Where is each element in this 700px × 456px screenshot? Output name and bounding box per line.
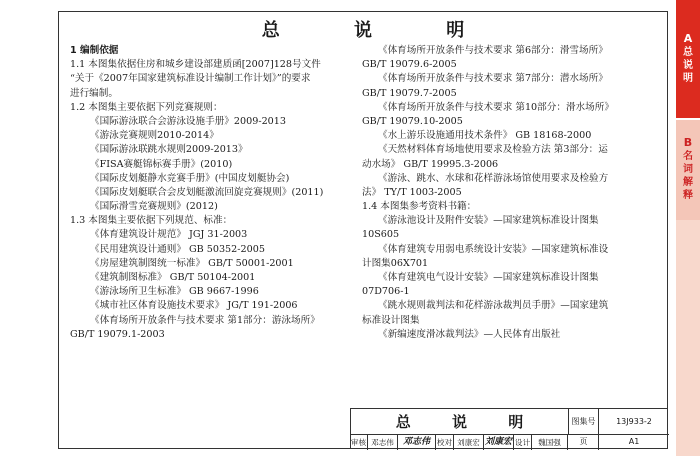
text-line: 动水场》 GB/T 19995.3-2006 — [362, 158, 499, 170]
page-title: 总 说 明 — [261, 20, 499, 41]
left-text-column — [70, 44, 350, 342]
side-tab-letter: A — [683, 32, 693, 45]
text-line: 计图集06X701 — [362, 257, 429, 269]
text-line: 《体育建筑电气设计安装》—国家建筑标准设计图集 — [378, 272, 599, 283]
side-tab-title: 名词解释 — [683, 151, 693, 201]
text-line: 标准设计图集 — [362, 314, 420, 326]
text-line: 1 编制依据 — [70, 45, 119, 56]
text-line: 《游泳场所卫生标准》 GB 9667-1996 — [90, 286, 259, 298]
review-name: 邓志伟 — [368, 435, 398, 450]
text-line: 进行编制。 — [70, 87, 118, 99]
check-signature: 刘康宏 — [484, 435, 514, 450]
text-line: 《体育建筑设计规范》 JGJ 31-2003 — [90, 229, 248, 241]
text-line: 《体育场所开放条件与技术要求 第1部分：游泳场所》 — [90, 314, 320, 326]
text-line: 《游泳、跳水、水球和花样游泳场馆使用要求及检验方 — [378, 172, 609, 184]
text-line: 10S605 — [362, 229, 400, 241]
text-line: 1.3 本图集主要依据下列规范、标准： — [70, 215, 233, 227]
check-name: 刘康宏 — [454, 435, 484, 450]
side-tab-glossary[interactable] — [676, 120, 700, 220]
text-line: 《新编速度滑冰裁判法》—人民体育出版社 — [378, 328, 561, 340]
design-name: 魏国强 — [532, 435, 568, 450]
text-line: 1.1 本图集依据住房和城乡建设部建质函[2007]128号文件 — [70, 59, 321, 71]
text-line: “关于《2007年国家建筑标准设计编制工作计划》”的要求 — [70, 73, 311, 85]
text-line: 《体育建筑专用弱电系统设计安装》—国家建筑标准设 — [378, 243, 609, 255]
text-line: 《体育场所开放条件与技术要求 第10部分：滑水场所》 — [378, 101, 614, 113]
design-label: 设计 — [514, 435, 532, 450]
text-line: 《国际游泳联跳水规则2009-2013》 — [90, 144, 248, 156]
text-line: 《FISA赛艇锦标赛手册》(2010) — [90, 158, 233, 170]
text-line: 《国际滑雪竞赛规则》(2012) — [90, 201, 218, 213]
text-line: 《跳水规则裁判法和花样游泳裁判员手册》—国家建筑 — [378, 300, 609, 312]
atlas-number: 13J933-2 — [599, 409, 669, 435]
side-tab-title: 总说明 — [683, 47, 693, 84]
side-tab-letter: B — [683, 136, 693, 149]
signature-row — [350, 434, 568, 449]
text-line: 《游泳池设计及附件安装》—国家建筑标准设计图集 — [378, 215, 599, 227]
page-number: A1 — [628, 437, 640, 446]
text-line: 1.2 本图集主要依据下列竞赛规则： — [70, 101, 223, 113]
text-line: GB/T 19079.6-2005 — [362, 59, 457, 71]
check-label: 校对 — [436, 435, 454, 450]
text-line: 《民用建筑设计通则》 GB 50352-2005 — [90, 243, 265, 255]
text-line: 《天然材料体育场地使用要求及检验方法 第3部分：运 — [378, 144, 608, 156]
text-line: GB/T 19079.1-2003 — [70, 328, 165, 340]
review-signature: 邓志伟 — [398, 435, 436, 450]
page-label: 页 — [569, 435, 599, 450]
right-text-column — [362, 44, 662, 342]
text-line: 《体育场所开放条件与技术要求 第7部分：潜水场所》 — [378, 73, 608, 85]
text-line: 《游泳竞赛规则2010-2014》 — [90, 130, 219, 142]
text-line: 《水上游乐设施通用技术条件》 GB 18168-2000 — [378, 130, 592, 142]
review-label: 审核 — [350, 435, 368, 450]
text-line: 《国际皮划艇静水竞赛手册》(中国皮划艇协会) — [90, 172, 290, 184]
text-line: 《体育场所开放条件与技术要求 第6部分：滑雪场所》 — [378, 45, 608, 56]
text-line: GB/T 19079.7-2005 — [362, 87, 457, 99]
text-line: 《房屋建筑制图统一标准》 GB/T 50001-2001 — [90, 257, 294, 269]
side-tab-general-notes[interactable] — [676, 0, 700, 120]
text-line: 1.4 本图集参考资料书籍： — [362, 201, 477, 213]
text-line: 《国际皮划艇联合会皮划艇激流回旋竞赛规则》(2011) — [90, 186, 324, 198]
text-line: GB/T 19079.10-2005 — [362, 115, 463, 127]
text-line: 07D706-1 — [362, 286, 410, 298]
title-block-title: 总 说 明 — [351, 409, 569, 435]
text-line: 法》 TY/T 1003-2005 — [362, 186, 462, 198]
text-line: 《国际游泳联合会游泳设施手册》2009-2013 — [90, 115, 286, 127]
side-tab-blank — [676, 220, 700, 456]
text-line: 《建筑制图标准》 GB/T 50104-2001 — [90, 272, 256, 283]
atlas-number-label: 图集号 — [569, 409, 599, 435]
binding-margin — [30, 11, 58, 449]
text-line: 《城市社区体育设施技术要求》 JG/T 191-2006 — [90, 300, 298, 312]
